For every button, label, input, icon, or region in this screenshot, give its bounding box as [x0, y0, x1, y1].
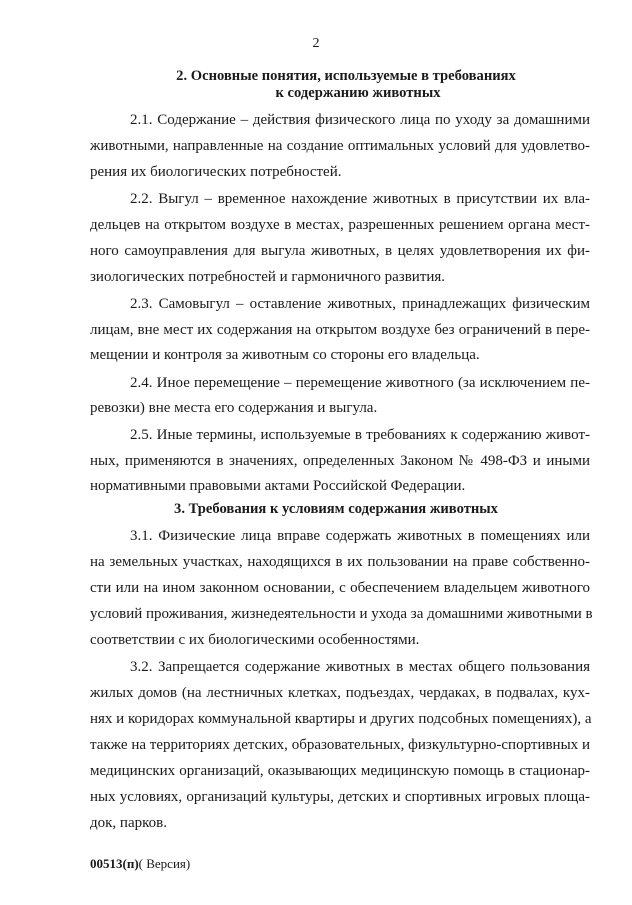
section-3-heading-text: 3. Требования к условиям содержания животных — [174, 501, 498, 517]
paragraph-2-5-line: 2.5. Иные термины, используемые в требованиях к содержанию живот- — [130, 427, 590, 443]
paragraph-3-2-line: док, парков. — [90, 815, 167, 831]
paragraph-3-2-line: также на территориях детских, образовательных, физкультурно-спортивных и — [90, 737, 590, 753]
section-2-heading-line-2: к содержанию животных — [275, 85, 441, 101]
paragraph-2-2-line: дельцев на открытом воздухе в местах, разрешенных решением органа мест- — [90, 217, 590, 233]
paragraph-2-2-line: 2.2. Выгул – временное нахождение животных в присутствии их вла- — [130, 191, 590, 207]
document-version: ( Версия) — [138, 856, 191, 871]
paragraph-2-3-line: мещении и контроля за животным со стороны его владельца. — [90, 347, 480, 363]
paragraph-3-1-line: условий проживания, жизнедеятельности и ухода за домашними животными в — [90, 606, 593, 622]
paragraph-3-1-line: сти или на ином законном основании, с обеспечением владельцем животного — [90, 580, 590, 596]
page-number: 2 — [312, 36, 320, 51]
paragraph-2-1-line: 2.1. Содержание – действия физического лица по уходу за домашними — [130, 112, 590, 128]
paragraph-2-5-line: ных, применяются в значениях, определенных Законом № 498-ФЗ и иными — [90, 453, 590, 469]
paragraph-3-2-line: медицинских организаций, оказывающих медицинскую помощь в стационар- — [90, 763, 590, 779]
section-2-heading-line-1: 2. Основные понятия, используемые в требованиях — [176, 68, 516, 84]
document-footer — [90, 856, 190, 872]
paragraph-2-4-line: 2.4. Иное перемещение – перемещение животного (за исключением пе- — [130, 375, 590, 391]
paragraph-2-5-line: нормативными правовыми актами Российской Федерации. — [90, 478, 466, 494]
paragraph-2-1-line: рения их биологических потребностей. — [90, 164, 342, 180]
paragraph-3-2-line: ных условиях, организаций культуры, детских и спортивных игровых площа- — [90, 789, 590, 805]
section-2-heading — [0, 68, 632, 102]
paragraph-2-2-line: зиологических потребностей и гармоничного развития. — [90, 269, 446, 285]
paragraph-2-3-line: 2.3. Самовыгул – оставление животных, принадлежащих физическим — [130, 296, 590, 312]
paragraph-2-1-line: животными, направленные на создание оптимальных условий для удовлетво- — [90, 138, 590, 154]
paragraph-3-2-line: 3.2. Запрещается содержание животных в местах общего пользования — [130, 659, 590, 675]
paragraph-3-2-line: нях и коридорах коммунальной квартиры и других подсобных помещениях), а — [90, 711, 592, 727]
paragraph-2-2-line: ного самоуправления для выгула животных, в целях удовлетворения их фи- — [90, 243, 590, 259]
paragraph-3-1-line: соответствии с их биологическими особенностями. — [90, 632, 420, 648]
paragraph-2-4-line: ревозки) вне места его содержания и выгула. — [90, 400, 378, 416]
document-code: 00513(п) — [90, 856, 139, 871]
paragraph-3-1-line: на земельных участках, находящихся в их пользовании на праве собственно- — [90, 554, 590, 570]
paragraph-2-3-line: лицам, вне мест их содержания на открытом воздухе без ограничений в пере- — [90, 322, 590, 338]
section-3-heading — [0, 501, 632, 518]
paragraph-3-2-line: жилых домов (на лестничных клетках, подъездах, чердаках, в подвалах, кух- — [90, 685, 590, 701]
paragraph-3-1-line: 3.1. Физические лица вправе содержать животных в помещениях или — [130, 528, 590, 544]
